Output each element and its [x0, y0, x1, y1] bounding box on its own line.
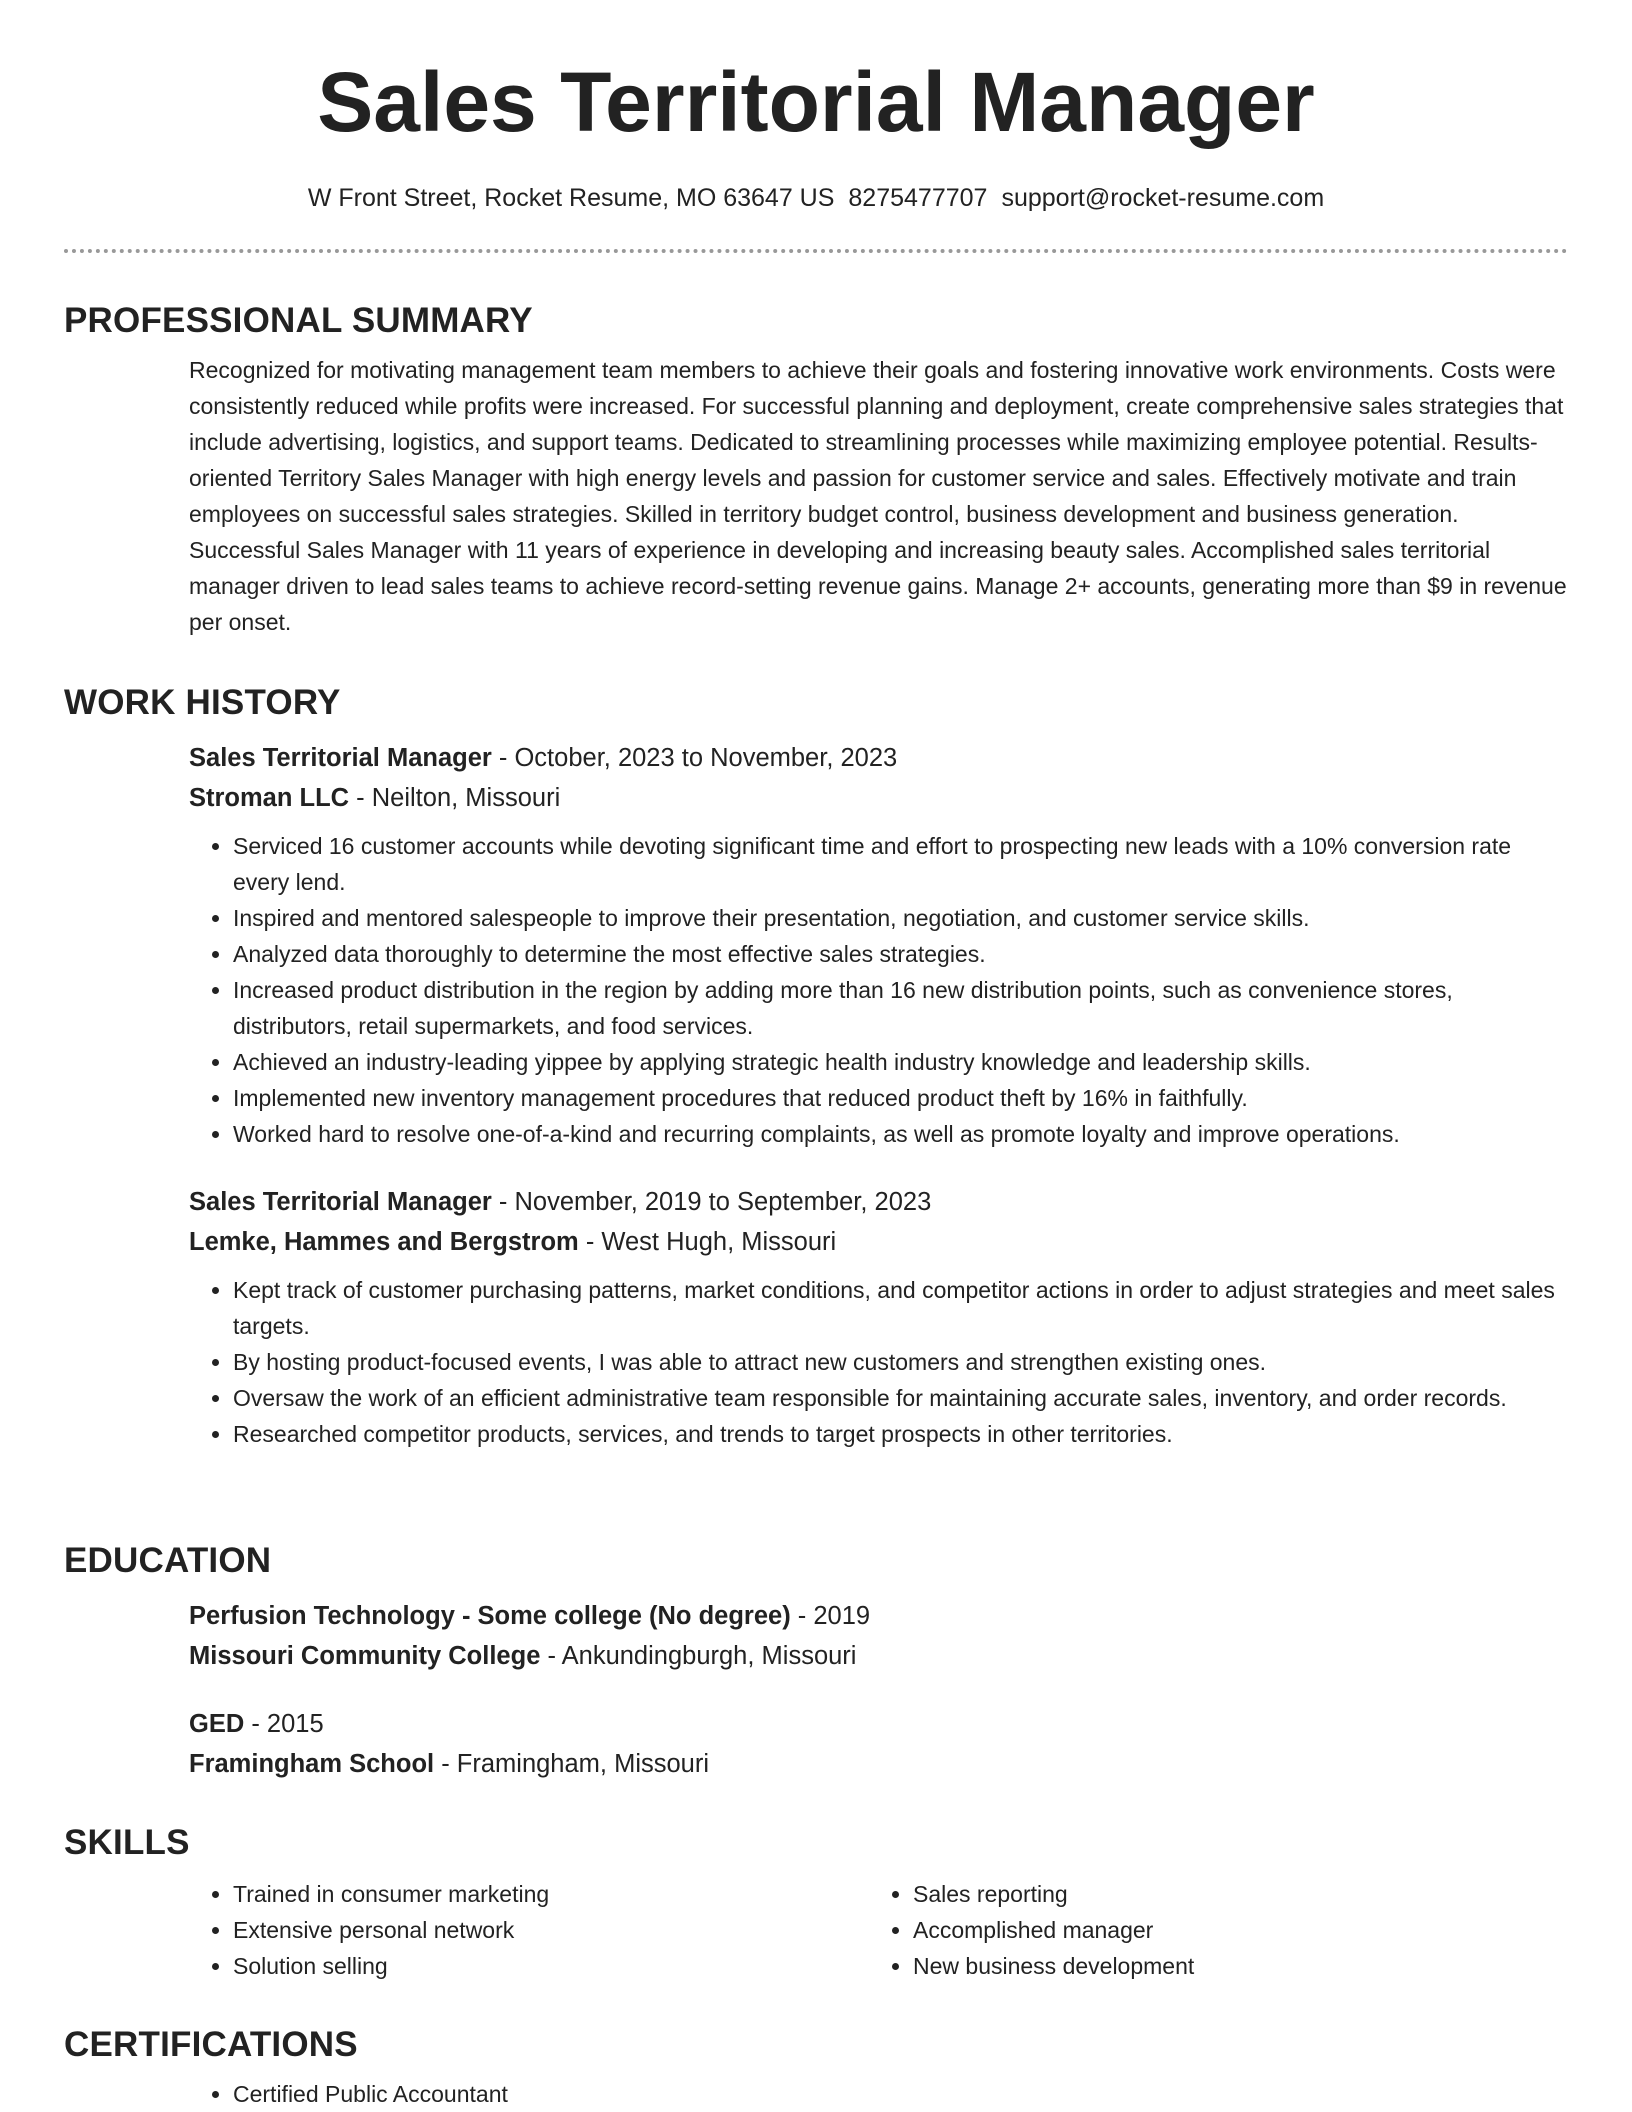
job-bullet: • Increased product distribution in the region by adding more than 16 new distribution points, such as convenience stores, distributors, retail supermarkets, and food services.: [233, 972, 1568, 1044]
job-bullets: [189, 828, 1568, 1152]
job-bullets: [189, 1272, 1568, 1452]
work-history-section: [64, 680, 1568, 1452]
section-heading-certifications: CERTIFICATIONS: [64, 2025, 358, 2064]
skills-section: [64, 1820, 1568, 1984]
job-company-line: [189, 778, 1568, 818]
education-degree-line: [189, 1596, 1568, 1636]
section-heading-work-history: WORK HISTORY: [64, 683, 341, 722]
skill-item: • Trained in consumer marketing: [233, 1876, 869, 1912]
job-dates: - November, 2019 to September, 2023: [491, 1188, 932, 1216]
job-bullet: • Serviced 16 customer accounts while devoting significant time and effort to prospecting new leads with a 10% conversion rate every lend.: [233, 828, 1568, 900]
skill-item: • New business development: [913, 1948, 1549, 1984]
education-section: [64, 1538, 1568, 1784]
education-degree: Perfusion Technology - Some college (No degree): [189, 1602, 791, 1630]
job-title-line: [189, 1182, 1568, 1222]
job-title-line: [189, 738, 1568, 778]
job-company-line: [189, 1222, 1568, 1262]
education-school-line: [189, 1744, 1568, 1784]
education-location: - Framingham, Missouri: [434, 1750, 710, 1778]
job-bullet: • Inspired and mentored salespeople to improve their presentation, negotiation, and customer service skills.: [233, 900, 1568, 936]
skills-grid: [189, 1876, 1568, 1984]
job-location: - Neilton, Missouri: [349, 784, 561, 812]
job-bullet: • Achieved an industry-leading yippee by applying strategic health industry knowledge and leadership skills.: [233, 1044, 1568, 1080]
education-year: - 2019: [790, 1602, 871, 1630]
resume-name-title: Sales Territorial Manager: [317, 55, 1315, 149]
education-year: - 2015: [244, 1710, 324, 1738]
job-bullet: • Oversaw the work of an efficient administrative team responsible for maintaining accurate sales, inventory, and order records.: [233, 1380, 1568, 1416]
job-title: Sales Territorial Manager: [189, 1188, 492, 1216]
job-bullet: • Worked hard to resolve one-of-a-kind and recurring complaints, as well as promote loyalty and improve operations.: [233, 1116, 1568, 1152]
job-bullet: • Researched competitor products, services, and trends to target prospects in other territories.: [233, 1416, 1568, 1452]
education-entry: [189, 1596, 1568, 1676]
section-heading-skills: SKILLS: [64, 1823, 190, 1862]
education-school: Missouri Community College: [189, 1642, 541, 1670]
education-school-line: [189, 1636, 1568, 1676]
skill-item: • Sales reporting: [913, 1876, 1549, 1912]
education-degree: GED: [189, 1710, 245, 1738]
skills-column-right: [869, 1876, 1549, 1984]
job-bullet: • Analyzed data thoroughly to determine the most effective sales strategies.: [233, 936, 1568, 972]
job-location: - West Hugh, Missouri: [578, 1228, 837, 1256]
job-company: Stroman LLC: [189, 784, 350, 812]
certification-item: • Certified Public Accountant: [233, 2076, 1568, 2112]
job-company: Lemke, Hammes and Bergstrom: [189, 1228, 579, 1256]
job-bullet: • By hosting product-focused events, I was able to attract new customers and strengthen existing ones.: [233, 1344, 1568, 1380]
education-school: Framingham School: [189, 1750, 435, 1778]
skill-item: • Accomplished manager: [913, 1912, 1549, 1948]
skills-column-left: [189, 1876, 869, 1984]
section-heading-education: EDUCATION: [64, 1541, 272, 1580]
certifications-section: [64, 2022, 1568, 2112]
job-bullet: • Kept track of customer purchasing patterns, market conditions, and competitor actions in order to adjust strategies and meet sales targets.: [233, 1272, 1568, 1344]
job-entry: [189, 738, 1568, 1152]
header-divider: [64, 249, 1568, 253]
education-location: - Ankundingburgh, Missouri: [540, 1642, 857, 1670]
skill-item: • Extensive personal network: [233, 1912, 869, 1948]
contact-phone: 8275477707: [848, 184, 988, 212]
education-degree-line: [189, 1704, 1568, 1744]
contact-line: [0, 178, 1632, 218]
job-bullet: • Implemented new inventory management procedures that reduced product theft by 16% in faithfully.: [233, 1080, 1568, 1116]
job-entry: [189, 1182, 1568, 1452]
job-dates: - October, 2023 to November, 2023: [491, 744, 898, 772]
job-title: Sales Territorial Manager: [189, 744, 492, 772]
certification-list: [189, 2076, 1568, 2112]
summary-section: [64, 298, 1568, 640]
section-heading-summary: PROFESSIONAL SUMMARY: [64, 301, 533, 340]
skill-item: • Solution selling: [233, 1948, 869, 1984]
summary-text: Recognized for motivating management team members to achieve their goals and fostering innovative work environments. Costs were consistently reduced while profits were increased. For successful planning and deployment, create comprehensive sales strategies that include advertising, logistics, and support teams. Dedicated to streamlining processes while maximizing employee potential. Results-oriented Territory Sales Manager with high energy levels and passion for customer service and sales. Effectively motivate and train employees on successful sales strategies. Skilled in territory budget control, business development and business generation. Successful Sales Manager with 11 years of experience in developing and increasing beauty sales. Accomplished sales territorial manager driven to lead sales teams to achieve record-setting revenue gains. Manage 2+ accounts, generating more than $9 in revenue per onset.: [189, 357, 1567, 635]
contact-address: W Front Street, Rocket Resume, MO 63647 US: [307, 184, 835, 212]
contact-email: support@rocket-resume.com: [1001, 184, 1325, 212]
education-entry: [189, 1704, 1568, 1784]
